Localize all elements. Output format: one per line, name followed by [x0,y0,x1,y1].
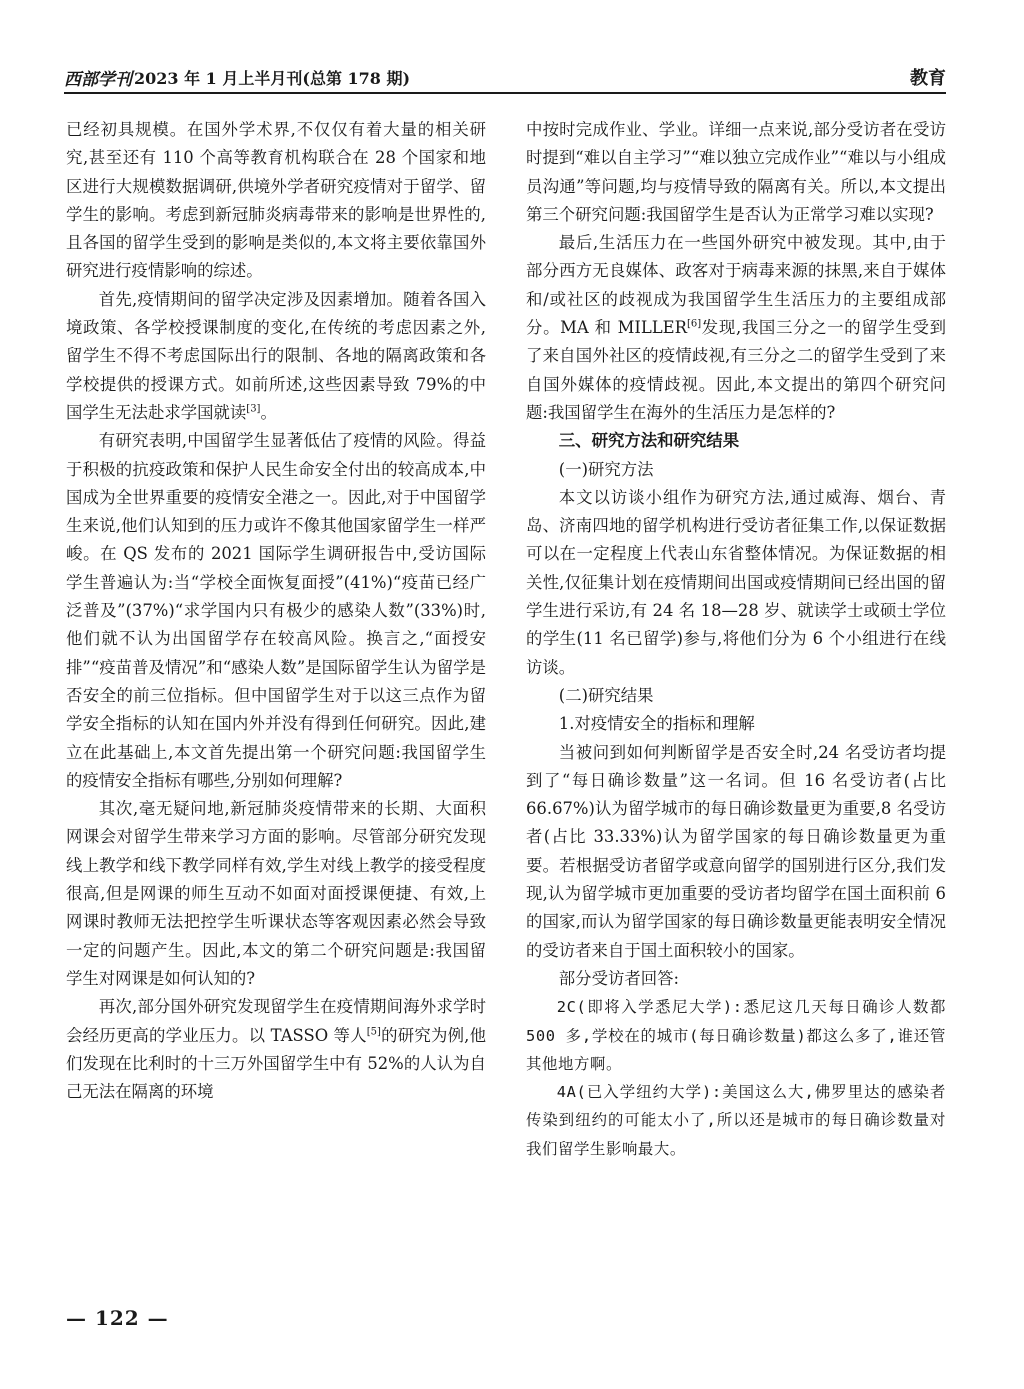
journal-logo: 西部学刊 [64,69,132,90]
header-left [64,65,410,90]
paragraph: 当被问到如何判断留学是否安全时,24 名受访者均提到了“每日确诊数量”这一名词。但 16 名受访者(占比 66.67%)认为留学城市的每日确诊数量更为重要,8 名受访者(占比 33.33%)认为留学国家的每日确诊数量更为重要。若根据受访者留学或意向留学的国别进行区分,我们发现,认为留学城市更加重要的受访者均留学在国土面积前 6 的国家,而认为留学国家的每日确诊数量更能表明安全情况的受访者来自于国土面积较小的国家。 [526,742,946,960]
running-header [64,62,946,94]
subsubsection-heading: 1.对疫情安全的指标和理解 [558,714,755,734]
paragraph: 中按时完成作业、学业。详细一点来说,部分受访者在受访时提到“难以自主学习”“难以独立完成作业”“难以与小组成员沟通”等问题,均与疫情导致的隔离有关。所以,本文提出第三个研究问题:我国留学生是否认为正常学习难以实现? [526,120,946,224]
paragraph: 已经初具规模。在国外学术界,不仅仅有着大量的相关研究,甚至还有 110 个高等教育机构联合在 28 个国家和地区进行大规模数据调研,供境外学者研究疫情对于留学、留学生的影响。考虑到新冠肺炎病毒带来的影响是世界性的,且各国的留学生受到的影响是类似的,本文将主要依靠国外研究进行疫情影响的综述。 [66,120,486,281]
paragraph: 首先,疫情期间的留学决定涉及因素增加。随着各国入境政策、各学校授课制度的变化,在传统的考虑因素之外,留学生不得不考虑国际出行的限制、各地的隔离政策和各学校提供的授课方式。如前所述,这些因素导致 79%的中国学生无法赴求学国就读[3]。 [66,289,486,422]
issue-info: 2023 年 1 月上半月刊(总第 178 期) [134,68,411,88]
page-number: — 122 — [66,1306,169,1330]
interview-quote: 2C(即将入学悉尼大学):悉尼这几天每日确诊人数都 500 多,学校在的城市(每日确诊数量)都这么多了,谁还管其他地方啊。 [526,998,946,1073]
citation: [6] [686,318,702,330]
subsection-heading: (二)研究结果 [558,685,654,705]
paragraph: 本文以访谈小组作为研究方法,通过威海、烟台、青岛、济南四地的留学机构进行受访者征集工作,以保证数据可以在一定程度上代表山东省整体情况。为保证数据的相关性,仅征集计划在疫情期间出国或疫情期间已经出国的留学生进行采访,有 24 名 18—28 岁、就读学士或硕士学位的学生(11 名已留学)参与,将他们分为 6 个小组进行在线访谈。 [526,487,946,677]
section-name: 教育 [910,68,946,89]
section-heading: 三、研究方法和研究结果 [558,431,740,451]
paragraph: 再次,部分国外研究发现留学生在疫情期间海外求学时会经历更高的学业压力。以 TASSO 等人[5]的研究为例,他们发现在比利时的十三万外国留学生中有 52%的人认为自己无法在隔离的环境 [66,997,486,1102]
left-column [66,116,486,1106]
interview-quote: 4A(已入学纽约大学):美国这么大,佛罗里达的感染者传染到纽约的可能太小了,所以还是城市的每日确诊数量对我们留学生影响最大。 [526,1083,946,1158]
citation: [5] [366,1026,381,1038]
citation: [3] [246,403,261,415]
paragraph: 部分受访者回答: [558,968,680,988]
subsection-heading: (一)研究方法 [558,459,654,479]
paragraph: 其次,毫无疑问地,新冠肺炎疫情带来的长期、大面积网课会对留学生带来学习方面的影响。尽管部分研究发现线上教学和线下教学同样有效,学生对线上教学的接受程度很高,但是网课的师生互动不如面对面授课便捷、有效,上网课时教师无法把控学生听课状态等客观因素必然会导致一定的问题产生。因此,本文的第二个研究问题是:我国留学生对网课是如何认知的? [66,799,486,988]
paragraph: 最后,生活压力在一些国外研究中被发现。其中,由于部分西方无良媒体、政客对于病毒来源的抹黑,来自于媒体和/或社区的歧视成为我国留学生生活压力的主要组成部分。MA 和 MILLER[6]发现,我国三分之一的留学生受到了来自国外社区的疫情歧视,有三分之二的留学生受到了来自国外媒体的疫情歧视。因此,本文提出的第四个研究问题:我国留学生在海外的生活压力是怎样的? [526,233,946,422]
right-column [526,116,946,1163]
paragraph: 有研究表明,中国留学生显著低估了疫情的风险。得益于积极的抗疫政策和保护人民生命安全付出的较高成本,中国成为全世界重要的疫情安全港之一。因此,对于中国留学生来说,他们认知到的压力或许不像其他国家留学生一样严峻。在 QS 发布的 2021 国际学生调研报告中,受访国际学生普遍认为:当“学校全面恢复面授”(41%)“疫苗已经广泛普及”(37%)“求学国内只有极少的感染人数”(33%)时,他们就不认为出国留学存在较高风险。换言之,“面授安排”“疫苗普及情况”和“感染人数”是国际留学生认为留学是否安全的前三位指标。但中国留学生对于以这三点作为留学安全指标的认知在国内外并没有得到任何研究。因此,建立在此基础上,本文首先提出第一个研究问题:我国留学生的疫情安全指标有哪些,分别如何理解? [66,431,486,790]
